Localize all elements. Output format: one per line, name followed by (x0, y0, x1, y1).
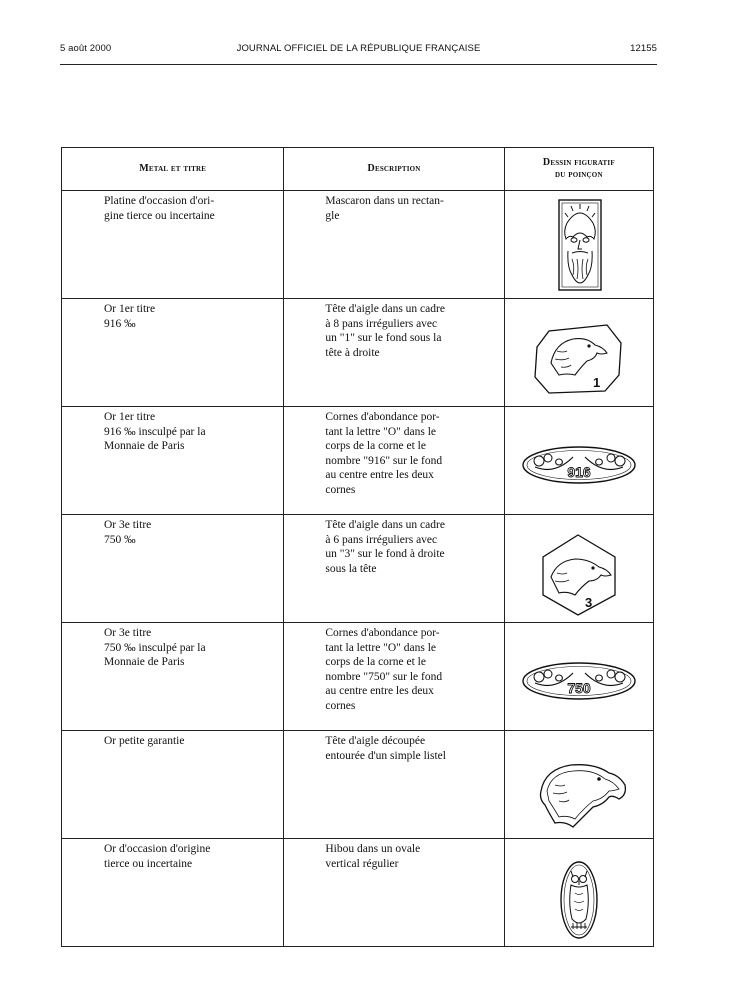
mark-cell (504, 407, 653, 515)
mark-number: 916 (567, 464, 591, 480)
mark-number: 1 (592, 375, 600, 390)
hallmarks-table (61, 147, 654, 947)
table-header-row (62, 148, 654, 191)
mark-cell (504, 299, 653, 407)
eagle-head-cutout-icon (515, 735, 644, 834)
mascaron-rectangle-icon (515, 195, 644, 294)
description-text: Tête d'aigle découpée entourée d'un simple listel (325, 735, 446, 762)
metal-cell (62, 623, 284, 731)
description-text: Hibou dans un ovale vertical régulier (325, 843, 421, 870)
description-cell (284, 515, 504, 623)
column-header-description: Description (284, 148, 504, 191)
table-row (62, 299, 654, 407)
description-text: Cornes d'abondance por- tant la lettre "O" dans le corps de la corne et le nombre "916" sur le fond au centre entre les deux cornes (325, 411, 443, 496)
mark-cell (504, 191, 653, 299)
metal-cell (62, 731, 284, 839)
table-row (62, 515, 654, 623)
column-header-mark-drawing: Dessin figuratif du poinçon (504, 148, 653, 191)
description-cell (284, 839, 504, 947)
cornucopia-oval-icon (515, 411, 644, 510)
table-row (62, 191, 654, 299)
metal-text: Platine d'occasion d'ori- gine tierce ou incertaine (104, 195, 215, 222)
header-journal-title: JOURNAL OFFICIEL DE LA RÉPUBLIQUE FRANÇAISE (236, 43, 481, 54)
header-page-number: 12155 (630, 43, 657, 54)
description-cell (284, 407, 504, 515)
page-header (60, 43, 657, 59)
description-cell (284, 623, 504, 731)
owl-oval-icon (515, 843, 644, 942)
description-text: Tête d'aigle dans un cadre à 8 pans irréguliers avec un "1" sur le fond sous la tête à droite (325, 303, 445, 359)
description-text: Tête d'aigle dans un cadre à 6 pans irréguliers avec un "3" sur le fond à droite sous la tête (325, 519, 445, 575)
table-row (62, 407, 654, 515)
description-cell (284, 191, 504, 299)
mark-cell (504, 839, 653, 947)
cornucopia-oval-icon (515, 627, 644, 726)
description-cell (284, 731, 504, 839)
header-date: 5 août 2000 (60, 43, 112, 54)
mark-number: 3 (584, 595, 592, 610)
table-row (62, 731, 654, 839)
table-row (62, 839, 654, 947)
header-rule (60, 64, 657, 65)
metal-text: Or d'occasion d'origine tierce ou incertaine (104, 843, 211, 870)
description-text: Mascaron dans un rectan- gle (325, 195, 444, 222)
eagle-hexagon-icon (515, 519, 644, 618)
metal-text: Or 3e titre 750 ‰ (104, 519, 152, 546)
mark-cell (504, 515, 653, 623)
metal-text: Or 1er titre 916 ‰ (104, 303, 156, 330)
metal-cell (62, 407, 284, 515)
metal-cell (62, 299, 284, 407)
metal-text: Or petite garantie (104, 735, 185, 747)
mark-cell (504, 731, 653, 839)
metal-text: Or 1er titre 916 ‰ insculpé par la Monnaie de Paris (104, 411, 206, 452)
metal-cell (62, 839, 284, 947)
description-text: Cornes d'abondance por- tant la lettre "O" dans le corps de la corne et le nombre "750" sur le fond au centre entre les deux cornes (325, 627, 443, 712)
column-header-metal: Metal et titre (62, 148, 284, 191)
metal-cell (62, 191, 284, 299)
description-cell (284, 299, 504, 407)
mark-cell (504, 623, 653, 731)
mark-number: 750 (567, 680, 591, 696)
table-row (62, 623, 654, 731)
metal-text: Or 3e titre 750 ‰ insculpé par la Monnaie de Paris (104, 627, 206, 668)
eagle-octagon-icon (515, 303, 644, 402)
metal-cell (62, 515, 284, 623)
